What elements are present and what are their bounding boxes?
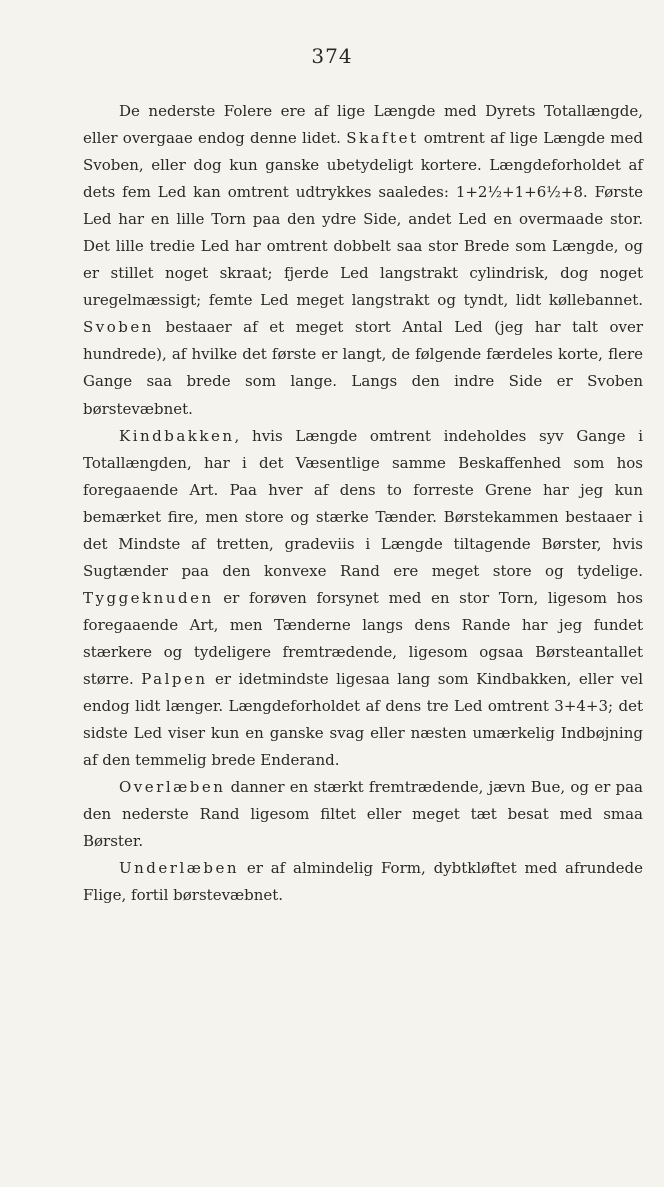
paragraph-underlaeben	[83, 855, 643, 909]
page-number: 374	[311, 44, 353, 68]
paragraph-skaftet	[83, 98, 643, 423]
text-segment: bestaaer af et meget stort Antal Led (jeg har talt over hundrede), af hvilke det første er langt, de følgende færdeles korte, flere Gange saa brede som lange. Langs den indre Side er Svoben børstevæbnet.	[83, 318, 643, 418]
term-skaftet: Skaftet	[346, 129, 419, 148]
term-palpen: Palpen	[141, 669, 208, 688]
paragraph-kindbakken	[83, 423, 643, 775]
paragraph-overlaeben	[83, 774, 643, 855]
text-segment: danner en stærkt fremtrædende, jævn Bue, og er paa den nederste Rand ligesom filtet eller meget tæt besat med smaa Børster.	[83, 778, 643, 851]
text-segment: er idetmindste ligesaa lang som Kindbakken, eller vel endog lidt længer. Længdeforholdet af dens tre Led omtrent 3+4+3; det sidste Led viser kun en ganske svag eller næsten umærkelig Indbøjning af den temmelig brede Enderand.	[83, 669, 643, 770]
body-text	[83, 98, 643, 909]
text-segment: De nederste Folere ere af lige Længde med Dyrets Totallængde, eller overgaae endog denne lidet.	[83, 102, 643, 148]
term-tyggeknuden: Tyggeknuden	[83, 588, 214, 607]
text-segment: , hvis Længde omtrent indeholdes syv Gange i Totallængden, har i det Væsentlige samme Beskaffenhed som hos foregaaende Art. Paa hver af dens to forreste Grene har jeg kun bemærket fire, men store og stærke Tænder. Børstekammen bestaaer i det Mindste af tretten, gradeviis i Længde tiltagende Børster, hvis Sugtænder paa den konvexe Rand ere meget store og tydelige.	[83, 426, 643, 580]
term-underlaeben: Underlæben	[119, 859, 239, 878]
term-overlaeben: Overlæben	[119, 778, 226, 797]
text-segment: er forøven forsynet med en stor Torn, ligesom hos foregaaende Art, men Tænderne langs dens Rande har jeg fundet stærkere og tydeligere fremtrædende, ligesom ogsaa Børsteantallet større.	[83, 588, 643, 688]
term-kindbakken: Kindbakken	[119, 426, 235, 445]
text-segment: omtrent af lige Længde med Svoben, eller dog kun ganske ubetydeligt kortere. Længdeforholdet af dets fem Led kan omtrent udtrykkes saaledes: 1+2½+1+6½+8. Første Led har en lille Torn paa den ydre Side, andet Led en overmaade stor. Det lille tredie Led har omtrent dobbelt saa stor Brede som Længde, og er stillet noget skraat; fjerde Led langstrakt cylindrisk, dog noget uregelmæssigt; femte Led meget langstrakt og tyndt, lidt køllebannet.	[83, 129, 643, 310]
text-segment: er af almindelig Form, dybtkløftet med afrundede Flige, fortil børstevæbnet.	[83, 859, 643, 905]
term-svoben: Svoben	[83, 318, 154, 337]
